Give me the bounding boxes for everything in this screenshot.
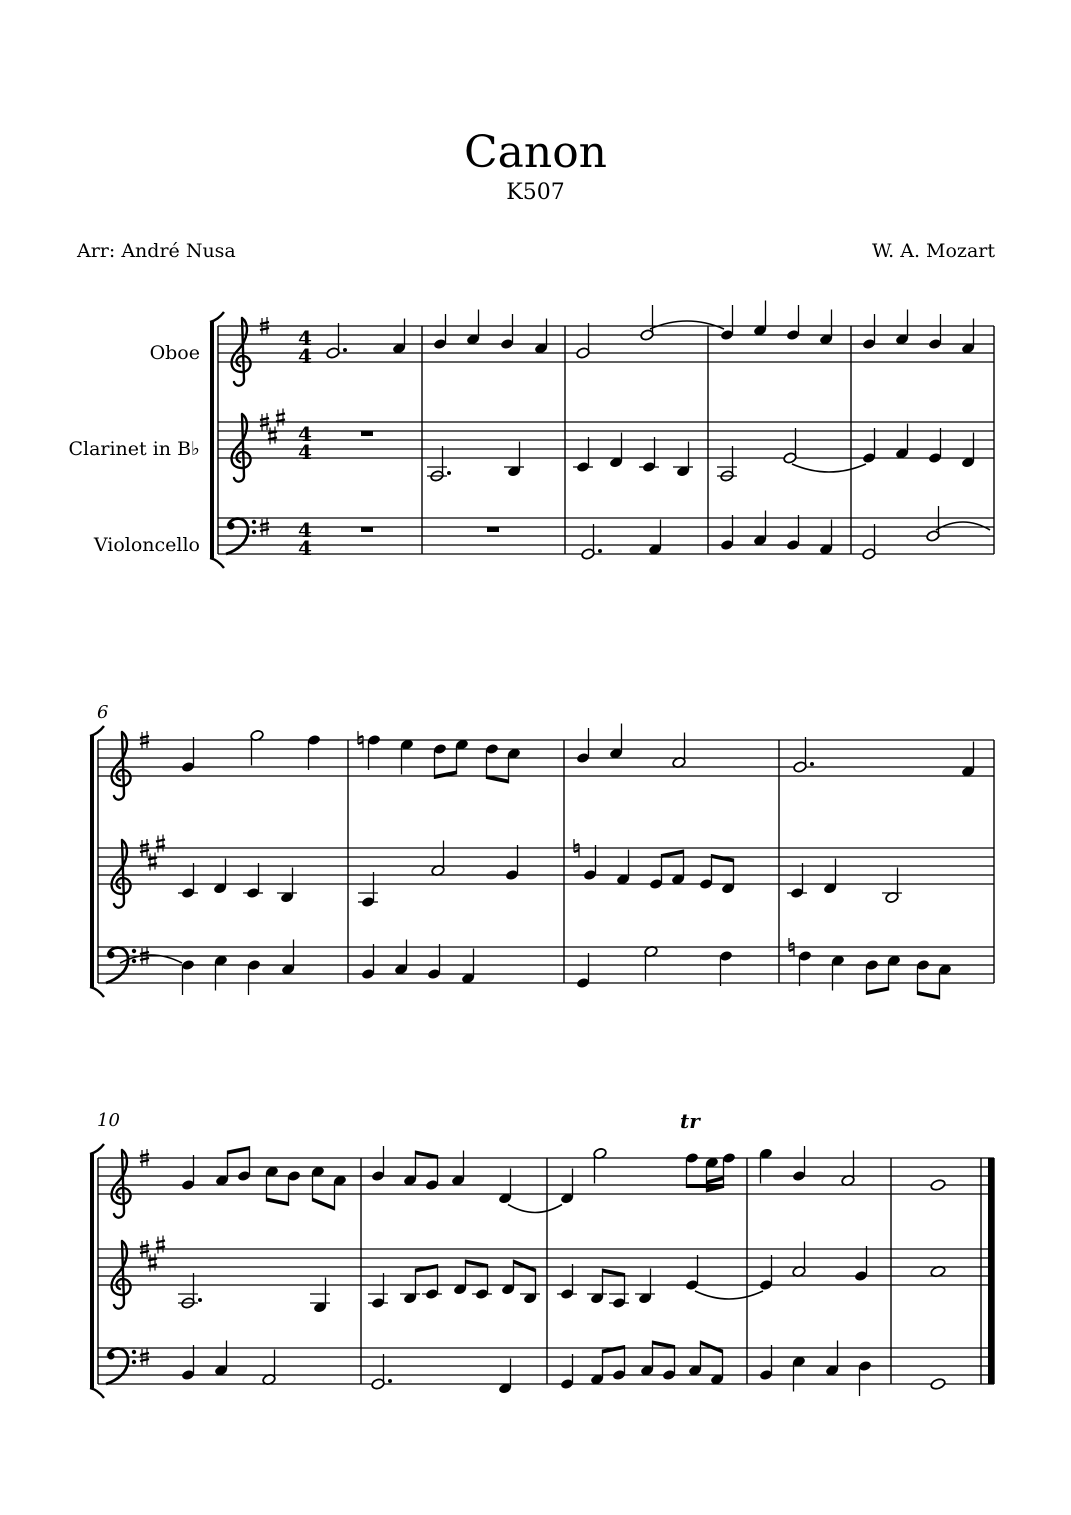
note xyxy=(685,1152,699,1188)
sharp-sign xyxy=(268,427,277,445)
beam xyxy=(603,1345,625,1354)
note xyxy=(576,953,590,989)
time-signature-bottom: 4 xyxy=(298,440,312,464)
treble-clef xyxy=(232,414,251,482)
beam xyxy=(416,1264,438,1273)
augmentation-dot xyxy=(343,348,347,352)
bracket-hook xyxy=(90,987,104,997)
note xyxy=(720,515,734,551)
time-signature-top: 4 xyxy=(298,422,312,446)
note xyxy=(609,1273,629,1309)
system-bracket xyxy=(210,322,214,558)
note xyxy=(635,1269,655,1305)
bracket-hook xyxy=(90,1388,104,1398)
note xyxy=(961,433,975,469)
note xyxy=(719,950,733,986)
beam xyxy=(267,1198,289,1207)
note xyxy=(453,1260,467,1296)
note xyxy=(214,954,228,990)
tie xyxy=(695,1291,763,1299)
note xyxy=(215,1151,229,1187)
note xyxy=(895,310,909,346)
sharp-sign xyxy=(148,853,157,871)
note xyxy=(672,733,686,769)
note xyxy=(277,868,297,904)
note xyxy=(500,314,514,350)
treble-clef xyxy=(232,318,251,386)
tie xyxy=(936,522,990,530)
note xyxy=(576,728,590,764)
note xyxy=(787,863,807,899)
tie xyxy=(650,321,724,329)
treble-clef xyxy=(112,840,131,908)
score-title: Canon xyxy=(463,127,608,178)
augmentation-dot xyxy=(810,762,814,766)
note xyxy=(287,1170,301,1206)
sharp-sign xyxy=(276,409,285,427)
note xyxy=(793,737,814,773)
note xyxy=(926,506,940,542)
note xyxy=(720,305,734,341)
note xyxy=(178,1273,202,1309)
beam xyxy=(701,1341,723,1354)
time-signature-bottom: 4 xyxy=(298,536,312,560)
note xyxy=(819,310,833,346)
bracket-hook xyxy=(210,558,224,568)
augmentation-dot xyxy=(598,549,602,553)
note xyxy=(427,446,451,482)
note xyxy=(916,959,930,995)
note xyxy=(792,1355,806,1391)
note xyxy=(961,319,975,355)
note xyxy=(644,945,658,981)
note xyxy=(673,442,693,478)
note xyxy=(400,738,414,774)
note xyxy=(262,1350,276,1386)
note xyxy=(371,1146,385,1182)
treble-clef xyxy=(112,732,131,800)
note xyxy=(310,1278,330,1314)
bracket-hook xyxy=(90,1144,104,1154)
note xyxy=(427,944,441,980)
note xyxy=(425,1155,439,1191)
note xyxy=(371,1354,392,1390)
tie xyxy=(792,464,866,472)
note xyxy=(181,737,195,773)
note xyxy=(699,854,713,890)
time-signature-bottom: 4 xyxy=(298,344,312,368)
note xyxy=(862,428,876,464)
beam xyxy=(707,1176,724,1185)
note xyxy=(520,1269,540,1305)
note xyxy=(534,319,548,355)
system-bracket xyxy=(90,1154,94,1388)
instrument-label-oboe: Oboe xyxy=(149,342,200,364)
note xyxy=(250,729,264,765)
instrument-label-clarinet: Clarinet in B♭ xyxy=(68,438,200,460)
note xyxy=(368,1273,388,1309)
note xyxy=(753,511,767,547)
note xyxy=(367,734,381,770)
beam xyxy=(313,1198,335,1211)
note xyxy=(783,428,797,464)
note xyxy=(576,323,590,359)
note xyxy=(759,1345,773,1381)
score-subtitle: K507 xyxy=(506,180,565,205)
note xyxy=(609,724,623,760)
note xyxy=(265,1165,279,1201)
note xyxy=(400,1269,420,1305)
note xyxy=(181,1155,195,1191)
note xyxy=(792,1242,806,1278)
note xyxy=(882,868,902,904)
note xyxy=(841,1151,855,1187)
note xyxy=(505,845,519,881)
note xyxy=(394,940,408,976)
augmentation-dot xyxy=(388,1379,392,1383)
note xyxy=(590,1350,604,1386)
note xyxy=(648,520,662,556)
sharp-sign xyxy=(156,835,165,853)
note xyxy=(938,963,952,999)
note xyxy=(560,1169,574,1205)
note xyxy=(557,1264,577,1300)
note xyxy=(639,437,659,473)
note xyxy=(507,747,521,783)
note xyxy=(831,954,845,990)
note xyxy=(326,323,347,359)
note xyxy=(825,1341,839,1377)
note xyxy=(485,743,499,779)
note xyxy=(858,1360,872,1396)
note xyxy=(587,1269,607,1305)
note xyxy=(392,319,406,355)
note xyxy=(930,1378,946,1391)
note xyxy=(403,1151,417,1187)
note xyxy=(560,1354,574,1390)
beam xyxy=(918,991,940,1000)
note xyxy=(472,1264,492,1300)
time-signature-top: 4 xyxy=(298,518,312,542)
note xyxy=(640,1341,654,1377)
beam xyxy=(867,987,889,996)
note xyxy=(640,305,654,341)
note xyxy=(573,437,593,473)
note xyxy=(928,428,942,464)
measure-number: 6 xyxy=(97,702,109,723)
note xyxy=(281,940,295,976)
time-signature-top: 4 xyxy=(298,326,312,350)
treble-clef xyxy=(112,1241,131,1309)
note xyxy=(887,954,901,990)
note xyxy=(759,1147,773,1183)
note xyxy=(710,1350,724,1386)
measure-number: 10 xyxy=(97,1110,120,1131)
arranger-credit: Arr: André Nusa xyxy=(77,240,236,262)
note xyxy=(243,863,263,899)
beam xyxy=(435,771,457,780)
bracket-hook xyxy=(90,726,104,736)
note xyxy=(504,442,524,478)
system-bracket xyxy=(90,736,94,987)
note xyxy=(178,863,198,899)
note xyxy=(247,959,261,995)
tie xyxy=(508,1205,562,1213)
note xyxy=(819,520,833,556)
note xyxy=(307,734,321,770)
note xyxy=(311,1165,325,1201)
note xyxy=(361,944,375,980)
sharp-sign xyxy=(156,1236,165,1254)
note xyxy=(685,1255,699,1291)
note xyxy=(358,872,378,908)
trill-ornament: tr xyxy=(680,1109,700,1133)
sharp-sign xyxy=(148,1254,157,1272)
treble-clef xyxy=(112,1150,131,1218)
note xyxy=(213,859,227,895)
note xyxy=(501,1260,515,1296)
note xyxy=(928,314,942,350)
beam xyxy=(228,1146,250,1155)
note xyxy=(930,1179,946,1192)
composer-credit: W. A. Mozart xyxy=(871,240,995,262)
beam xyxy=(514,1260,536,1273)
whole-rest xyxy=(361,527,373,532)
beam xyxy=(712,854,734,863)
whole-rest xyxy=(487,527,499,532)
instrument-label-violoncello: Violoncello xyxy=(93,534,200,556)
note xyxy=(759,1255,773,1291)
note xyxy=(581,524,602,560)
note xyxy=(583,845,597,881)
note xyxy=(662,1345,676,1381)
note xyxy=(862,524,876,560)
note xyxy=(433,314,447,350)
note xyxy=(461,949,475,985)
note xyxy=(722,1152,736,1188)
bracket-hook xyxy=(210,312,224,322)
note xyxy=(455,738,469,774)
augmentation-dot xyxy=(198,1298,202,1302)
note xyxy=(181,959,195,995)
note xyxy=(498,1359,512,1395)
note xyxy=(333,1174,347,1210)
note xyxy=(792,1146,806,1182)
note xyxy=(721,859,735,895)
note xyxy=(431,841,445,877)
note xyxy=(616,850,630,886)
note xyxy=(593,1147,607,1183)
note xyxy=(451,1151,465,1187)
note xyxy=(498,1169,512,1205)
final-barline xyxy=(988,1158,994,1384)
note xyxy=(862,314,876,350)
augmentation-dot xyxy=(447,471,451,475)
note xyxy=(854,1246,868,1282)
note xyxy=(649,854,663,890)
note xyxy=(717,446,737,482)
note xyxy=(823,859,837,895)
note xyxy=(798,950,812,986)
note xyxy=(214,1341,228,1377)
note xyxy=(181,1345,195,1381)
note xyxy=(753,301,767,337)
whole-rest xyxy=(361,431,373,436)
note xyxy=(895,424,909,460)
note xyxy=(786,515,800,551)
note xyxy=(688,1341,702,1377)
note xyxy=(786,305,800,341)
note xyxy=(961,742,975,778)
note xyxy=(466,310,480,346)
note xyxy=(609,433,623,469)
